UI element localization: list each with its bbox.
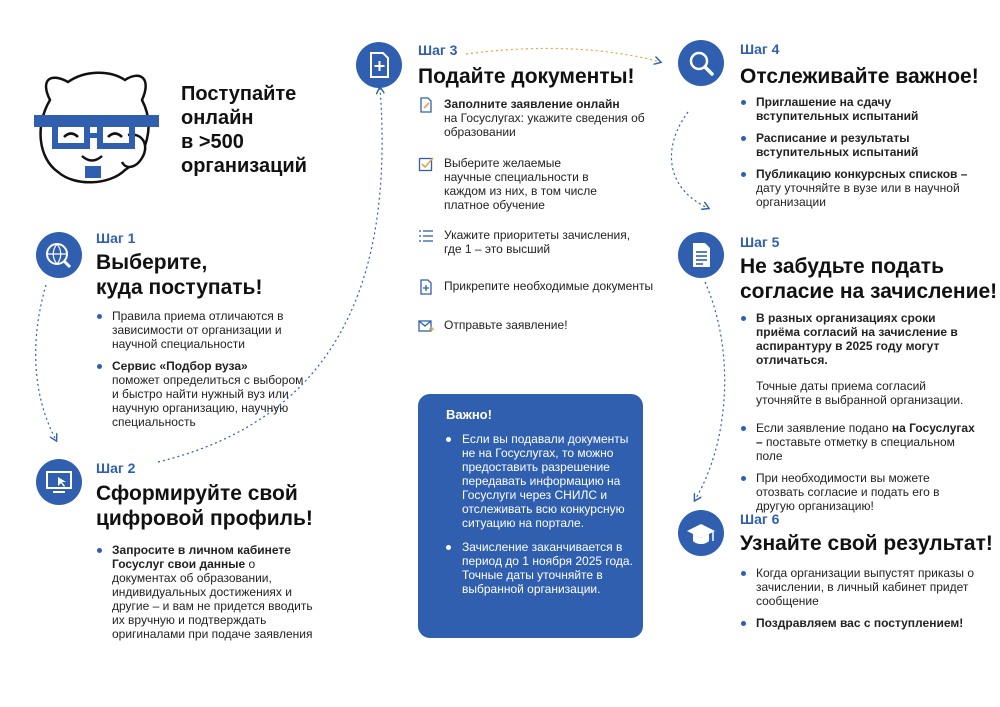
list-item: Запросите в личном кабинете Госуслуг свои данные о документах об образовании, индивидуальных достижениях и другие – и вам не придется вводить их вручную и подтверждать оригиналами при подаче заявления	[96, 543, 321, 641]
checkbox-icon	[418, 156, 434, 172]
document-lines-icon	[678, 232, 724, 278]
step1-title-line: Выберите,	[96, 251, 208, 274]
arrow-step3-step4	[466, 48, 660, 62]
step2-label: Шаг 2	[96, 460, 136, 476]
step1-title	[96, 250, 262, 300]
step3-title: Подайте документы!	[418, 65, 635, 88]
step5-list	[740, 311, 980, 521]
list-item: Если заявление подано на Госуслугах – поставьте отметку в специальном поле	[740, 421, 980, 463]
step6-label: Шаг 6	[740, 511, 780, 527]
step2-title-line: цифровой профиль!	[96, 507, 313, 530]
step4-label: Шаг 4	[740, 41, 780, 57]
list-subnote: Точные даты приема согласий уточняйте в выбранной организации.	[756, 379, 964, 407]
list-item: Расписание и результаты вступительных испытаний	[740, 131, 980, 159]
step3-label: Шаг 3	[418, 42, 458, 58]
step4-title: Отслеживайте важное!	[740, 65, 979, 88]
step1-list	[96, 309, 311, 437]
list-item: Приглашение на сдачу вступительных испытаний	[740, 95, 980, 123]
mascot-illustration	[30, 70, 165, 195]
search-globe-icon	[36, 232, 82, 278]
hero-line: организаций	[181, 155, 307, 177]
hero-line: онлайн	[181, 107, 254, 129]
step2-list	[96, 543, 321, 649]
list-numbered-icon	[418, 228, 434, 244]
pen-doc-icon	[418, 97, 434, 113]
list-item: При необходимости вы можете отозвать согласие и подать его в другую организацию!	[740, 471, 980, 513]
list-item: Публикацию конкурсных списков – дату уточняйте в вузе или в научной организации	[740, 167, 980, 209]
magnifier-icon	[678, 40, 724, 86]
note-title: Важно!	[446, 407, 492, 422]
step6-list	[740, 566, 980, 638]
list-item: Зачисление заканчивается в период до 1 ноября 2025 года. Точные даты уточняйте в выбранной организации.	[446, 540, 636, 596]
list-item: В разных организациях сроки приёма согласий на зачисление в аспирантуру в 2025 году могут отличаться.	[740, 311, 980, 367]
step5-title	[740, 254, 997, 304]
important-note	[418, 394, 643, 638]
file-plus-icon	[418, 279, 434, 295]
note-list	[446, 432, 636, 606]
graduation-cap-icon	[678, 510, 724, 556]
hero-line: Поступайте	[181, 83, 297, 105]
step5-label: Шаг 5	[740, 234, 780, 250]
hero-line: в >500	[181, 131, 244, 153]
list-item: Когда организации выпустят приказы о зачислении, в личный кабинет придет сообщение	[740, 566, 980, 608]
envelope-send-icon	[418, 318, 434, 334]
arrow-step1-step2	[36, 285, 56, 440]
step5-title-line: Не забудьте подать	[740, 255, 945, 278]
list-item: Поздравляем вас с поступлением!	[740, 616, 980, 630]
monitor-cursor-icon	[36, 459, 82, 505]
step2-title-line: Сформируйте свой	[96, 482, 298, 505]
list-item: Если вы подавали документы не на Госуслугах, то можно предоставить разрешение передавать информацию на Госуслуги через СНИЛС и отслеживать всю конкурсную ситуацию на портале.	[446, 432, 636, 530]
step1-label: Шаг 1	[96, 230, 136, 246]
step4-list	[740, 95, 980, 217]
step5-title-line: согласие на зачисление!	[740, 280, 998, 303]
arrow-step5-step6	[695, 282, 725, 500]
document-plus-icon	[356, 42, 402, 88]
hero-heading	[181, 82, 307, 178]
step6-title: Узнайте свой результат!	[740, 532, 993, 555]
step1-title-line: куда поступать!	[96, 276, 263, 299]
list-item: Правила приема отличаются в зависимости от организации и научной специальности	[96, 309, 311, 351]
step2-title	[96, 481, 313, 531]
list-item: Сервис «Подбор вуза» поможет определиться с выбором и быстро найти нужный вуз или научную организацию, научную специальность	[96, 359, 311, 429]
